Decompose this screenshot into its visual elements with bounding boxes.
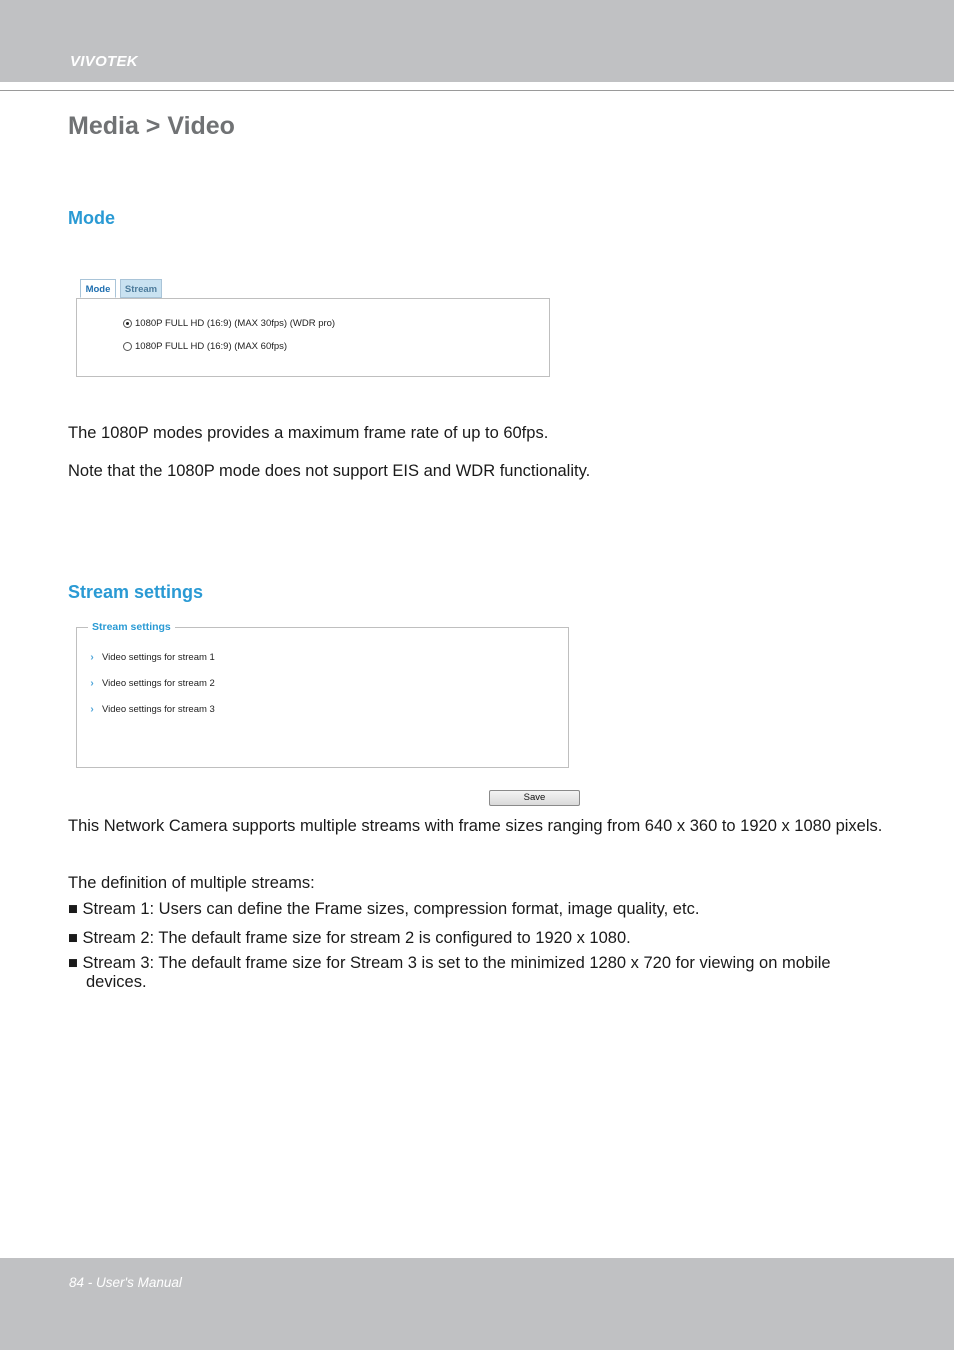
bullet-continuation: devices.	[86, 973, 147, 991]
stream-link-label: Video settings for stream 1	[102, 652, 215, 663]
definition-heading: The definition of multiple streams:	[68, 874, 315, 892]
stream-settings-legend: Stream settings	[88, 621, 175, 633]
stream-intro-paragraph: This Network Camera supports multiple streams with frame sizes ranging from 640 x 360 to 1920 x 1080 pixels.	[68, 817, 883, 835]
stream-1-link[interactable]	[88, 652, 215, 663]
bullet-text: ■ Stream 1: Users can define the Frame sizes, compression format, image quality, etc.	[68, 900, 700, 918]
save-button[interactable]: Save	[489, 790, 580, 806]
chevron-right-icon: ›	[90, 704, 94, 715]
mode-heading: Mode	[68, 208, 115, 228]
brand-logo-text: VIVOTEK	[70, 53, 138, 70]
stream-3-link[interactable]	[88, 704, 215, 715]
stream-link-label: Video settings for stream 3	[102, 704, 215, 715]
header-band	[0, 0, 954, 82]
radio-button-selected[interactable]	[123, 319, 132, 328]
bullet-text: ■ Stream 3: The default frame size for Stream 3 is set to the minimized 1280 x 720 for viewing on mobile	[68, 954, 831, 972]
mode-panel	[76, 298, 550, 377]
mode-option-1[interactable]	[123, 318, 335, 329]
bullet-stream-3	[68, 954, 898, 992]
stream-settings-panel	[76, 627, 569, 768]
footer-band	[0, 1258, 954, 1350]
stream-2-link[interactable]	[88, 678, 215, 689]
tab-stream[interactable]: Stream	[120, 279, 162, 298]
mode-option-label: 1080P FULL HD (16:9) (MAX 30fps) (WDR pro)	[135, 318, 336, 329]
stream-settings-heading: Stream settings	[68, 582, 204, 602]
mode-option-label: 1080P FULL HD (16:9) (MAX 60fps)	[135, 341, 288, 352]
header-divider	[0, 90, 954, 91]
mode-note-paragraph: Note that the 1080P mode does not support EIS and WDR functionality.	[68, 462, 591, 480]
bullet-text: ■ Stream 2: The default frame size for stream 2 is configured to 1920 x 1080.	[68, 929, 631, 947]
bullet-stream-1	[68, 900, 898, 919]
chevron-right-icon: ›	[90, 678, 94, 689]
chevron-right-icon: ›	[90, 652, 94, 663]
page-number-footer: 84 - User's Manual	[69, 1275, 182, 1290]
stream-link-label: Video settings for stream 2	[102, 678, 215, 689]
page-title: Media > Video	[68, 112, 235, 140]
mode-option-2[interactable]	[123, 341, 287, 352]
bullet-stream-2	[68, 929, 898, 948]
radio-button[interactable]	[123, 342, 132, 351]
tab-mode[interactable]: Mode	[80, 279, 116, 298]
mode-paragraph: The 1080P modes provides a maximum frame rate of up to 60fps.	[68, 424, 549, 442]
